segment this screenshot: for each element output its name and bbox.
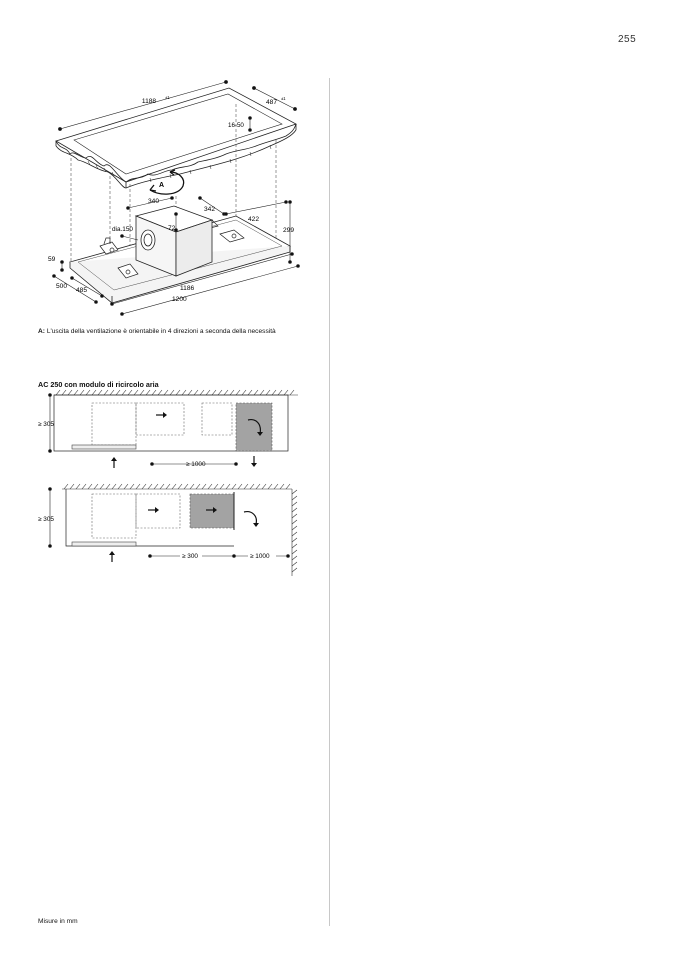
- ac2-height-label: ≥ 305: [38, 516, 54, 523]
- dim-label-342: 342: [204, 206, 216, 213]
- ac1-gap-label: ≥ 1000: [186, 461, 206, 468]
- ac2-gap1-label: ≥ 300: [182, 553, 198, 560]
- turn-arrow-icon-2: [244, 512, 256, 524]
- caption-key: A:: [38, 328, 45, 335]
- dim-label-422: 422: [248, 216, 260, 223]
- page-number: 255: [618, 34, 637, 45]
- recirculation-module: [236, 403, 272, 451]
- dim-label-59: 59: [48, 256, 56, 263]
- rotation-arrow-icon: [150, 170, 184, 194]
- dim-label-dia: dia.150: [112, 226, 133, 233]
- dim-label-1188: 1188: [141, 98, 157, 105]
- ac-diagram-2: [36, 480, 306, 580]
- dim-label-340: 340: [148, 198, 160, 205]
- label-a: A: [159, 182, 165, 189]
- hood-panel-2: [72, 542, 136, 546]
- hood-outline-2: [92, 494, 180, 538]
- ac1-height-label: ≥ 305: [38, 421, 54, 428]
- footer-note: Misure in mm: [38, 918, 78, 925]
- airflow-arrows: [111, 412, 257, 468]
- hood-outline: [92, 403, 232, 445]
- dim-label-500: 500: [56, 283, 68, 290]
- ceiling-hatch-2: [62, 484, 292, 489]
- main-installation-drawing: [0, 0, 330, 325]
- dim-label-299: 299: [283, 227, 295, 234]
- ac2-gap2-label: ≥ 1000: [250, 553, 270, 560]
- dim-sup-487: ±1: [281, 96, 286, 101]
- dim-label-485: 485: [76, 287, 88, 294]
- wall-hatch: [292, 489, 297, 576]
- dim-label-72: 72: [168, 225, 176, 232]
- caption-text: L'uscita della ventilazione è orientabile in 4 direzioni a seconda della necessità: [46, 328, 276, 335]
- dim-label-1186: 1186: [180, 285, 195, 292]
- ac-diagram-1: [36, 388, 306, 474]
- dim-label-487: 487: [266, 99, 278, 106]
- dim-sup-1188: ±1: [165, 95, 170, 100]
- dim-label-16-50: 16-50: [228, 122, 244, 129]
- recirculation-module-2: [190, 494, 234, 528]
- hood-panel: [72, 445, 136, 449]
- figure-caption: [38, 328, 276, 335]
- dim-label-1200: 1200: [172, 296, 187, 303]
- section-heading: AC 250 con modulo di ricircolo aria: [38, 380, 159, 389]
